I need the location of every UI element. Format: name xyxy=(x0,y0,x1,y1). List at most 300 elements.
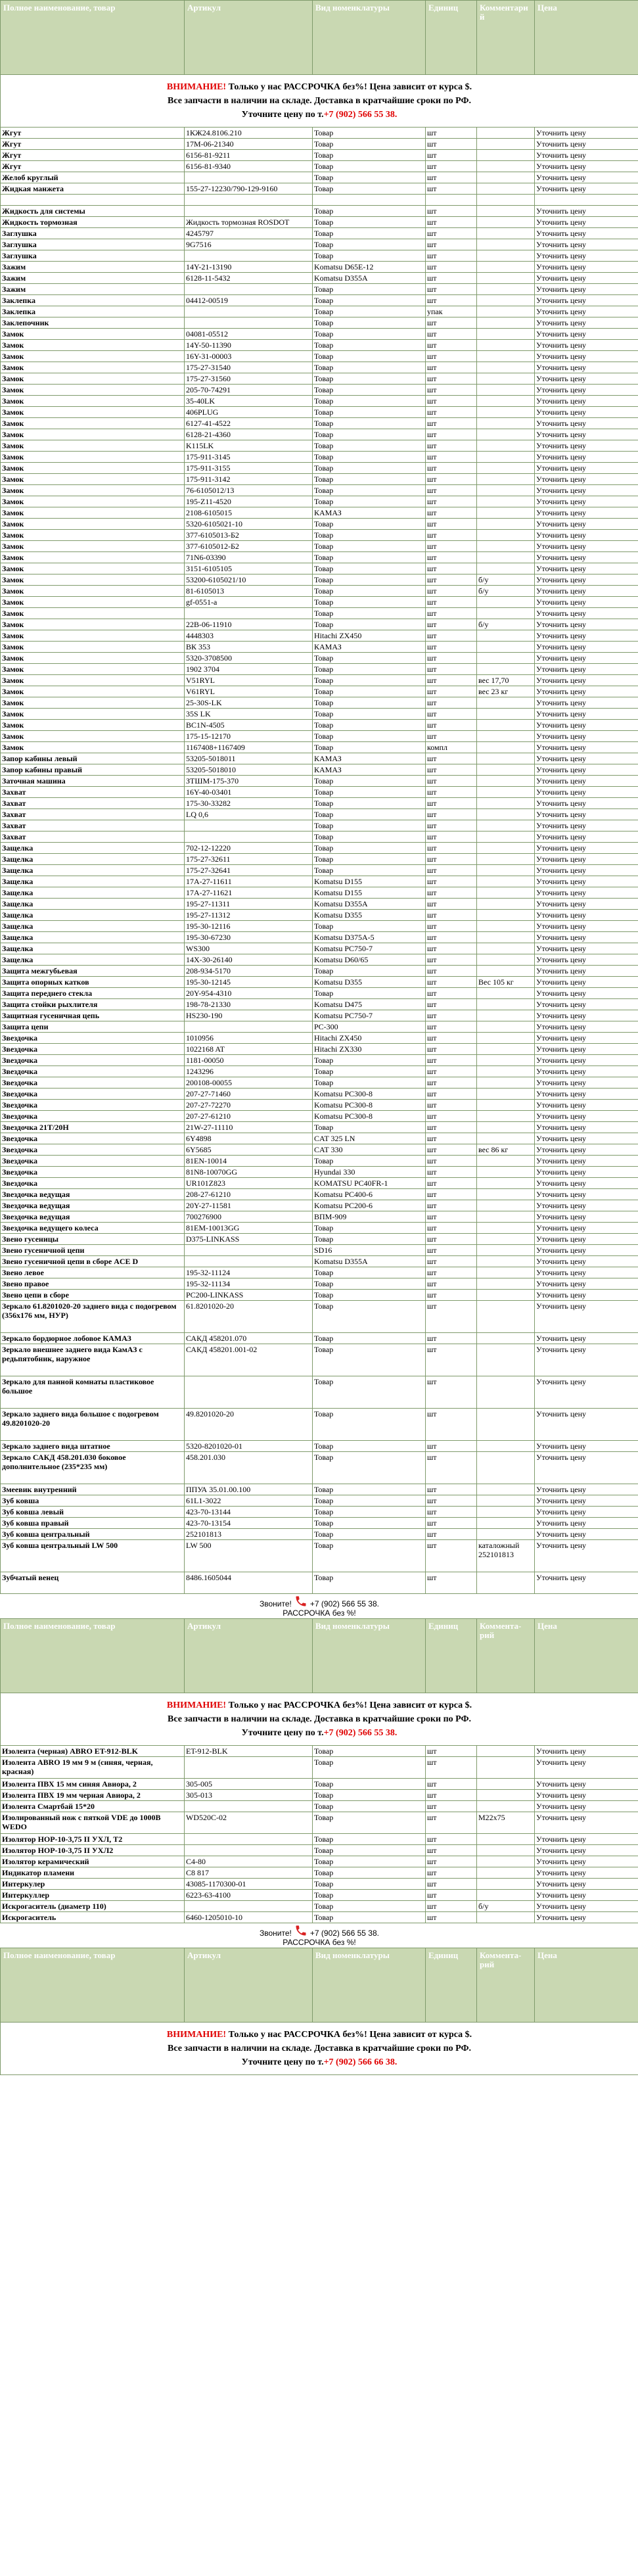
cell-unit: шт xyxy=(426,519,477,530)
cell-comment xyxy=(477,843,535,854)
cell-article: 1243296 xyxy=(185,1066,313,1077)
cell-unit: шт xyxy=(426,954,477,966)
cell-article: 377-6105013-Б2 xyxy=(185,530,313,541)
cell-comment xyxy=(477,1409,535,1441)
cell-price: Уточнить цену xyxy=(535,1572,638,1594)
cell-comment xyxy=(477,943,535,954)
cell-comment xyxy=(477,161,535,172)
cell-name: Заточная машина xyxy=(1,776,185,787)
cell-type: Товар xyxy=(313,831,426,843)
table-row xyxy=(1,1344,638,1376)
cell-comment xyxy=(477,1484,535,1495)
table-row xyxy=(1,1529,638,1540)
cell-name: Защита цепи xyxy=(1,1021,185,1033)
notice-banner xyxy=(1,1693,638,1746)
cell-price: Уточнить цену xyxy=(535,1156,638,1167)
cell-article: 6223-63-4100 xyxy=(185,1890,313,1901)
table-row xyxy=(1,150,638,161)
cell-price: Уточнить цену xyxy=(535,306,638,317)
cell-comment xyxy=(477,1879,535,1890)
cell-price: Уточнить цену xyxy=(535,809,638,820)
cell-price: Уточнить цену xyxy=(535,932,638,943)
table-row xyxy=(1,206,638,217)
cell-price: Уточнить цену xyxy=(535,865,638,876)
cell-type: Товар xyxy=(313,597,426,608)
cell-comment xyxy=(477,463,535,474)
notice-phone-link[interactable]: +7 (902) 566 55 38. xyxy=(323,110,398,120)
cell-type: CAT 330 xyxy=(313,1144,426,1156)
call-phone-link[interactable]: +7 (902) 566 55 38. xyxy=(309,1599,379,1608)
cell-type: Товар xyxy=(313,172,426,183)
cell-name: Заглушка xyxy=(1,228,185,239)
cell-article: gf-0551-a xyxy=(185,597,313,608)
cell-name: Звездочка xyxy=(1,1077,185,1089)
cell-type: Товар xyxy=(313,239,426,250)
cell-comment xyxy=(477,440,535,452)
cell-unit: шт xyxy=(426,1801,477,1812)
cell-name: Замок xyxy=(1,541,185,552)
cell-type: Komatsu PC300-8 xyxy=(313,1111,426,1122)
cell-price: Уточнить цену xyxy=(535,128,638,139)
cell-unit: шт xyxy=(426,921,477,932)
cell-name: Замок xyxy=(1,608,185,619)
cell-unit: шт xyxy=(426,552,477,563)
cell-type: Товар xyxy=(313,1301,426,1333)
table-row xyxy=(1,932,638,943)
cell-unit: шт xyxy=(426,295,477,306)
cell-type: KOMATSU PC40FR-1 xyxy=(313,1178,426,1189)
cell-article: 53200-6105021/10 xyxy=(185,574,313,586)
cell-price: Уточнить цену xyxy=(535,1044,638,1055)
cell-unit: шт xyxy=(426,1518,477,1529)
table-row xyxy=(1,362,638,373)
cell-comment xyxy=(477,139,535,150)
notice-line3: Уточните цену по т. xyxy=(241,110,324,120)
cell-name: Защита переднего стекла xyxy=(1,988,185,999)
cell-article xyxy=(185,306,313,317)
cell-article: 6Y4898 xyxy=(185,1133,313,1144)
table-row xyxy=(1,988,638,999)
cell-type: КАМАЗ xyxy=(313,753,426,764)
cell-type: Товар xyxy=(313,1495,426,1507)
cell-type: Komatsu D60/65 xyxy=(313,954,426,966)
cell-comment xyxy=(477,1256,535,1267)
cell-type: Товар xyxy=(313,1290,426,1301)
cell-name: Интеркуллер xyxy=(1,1890,185,1901)
cell-price: Уточнить цену xyxy=(535,1912,638,1923)
cell-price: Уточнить цену xyxy=(535,1301,638,1333)
cell-comment: б/у xyxy=(477,574,535,586)
cell-unit: шт xyxy=(426,887,477,899)
cell-price: Уточнить цену xyxy=(535,820,638,831)
cell-article: 49.8201020-20 xyxy=(185,1409,313,1441)
cell-type: Товар xyxy=(313,563,426,574)
cell-article xyxy=(185,284,313,295)
cell-type: Товар xyxy=(313,820,426,831)
cell-name: Замок xyxy=(1,329,185,340)
cell-article: 195-Z11-4520 xyxy=(185,496,313,507)
cell-name: Интеркулер xyxy=(1,1879,185,1890)
header-comment: Комментарий xyxy=(477,1,535,75)
call-label: Звоните! xyxy=(260,1929,292,1938)
table-row xyxy=(1,295,638,306)
cell-unit: шт xyxy=(426,1746,477,1757)
cell-name: Звездочка xyxy=(1,1156,185,1167)
cell-unit: шт xyxy=(426,530,477,541)
call-installment: РАССРОЧКА без %! xyxy=(283,1608,356,1618)
cell-unit: шт xyxy=(426,1452,477,1484)
cell-article xyxy=(185,206,313,217)
header-comment: Коммента-рий xyxy=(477,1619,535,1693)
cell-article: 458.201.030 xyxy=(185,1452,313,1484)
header-article: Артикул xyxy=(185,1,313,75)
cell-name: Замок xyxy=(1,507,185,519)
cell-name: Замок xyxy=(1,686,185,697)
cell-article: 195-32-11134 xyxy=(185,1278,313,1290)
cell-price: Уточнить цену xyxy=(535,1133,638,1144)
table-row xyxy=(1,128,638,139)
cell-price: Уточнить цену xyxy=(535,1376,638,1409)
cell-article: 205-70-74291 xyxy=(185,385,313,396)
cell-comment xyxy=(477,1495,535,1507)
cell-name: Звездочка xyxy=(1,1111,185,1122)
cell-name: Звено левое xyxy=(1,1267,185,1278)
cell-price: Уточнить цену xyxy=(535,329,638,340)
cell-article: 53205-5018010 xyxy=(185,764,313,776)
cell-name: Звено гусеничной цепи xyxy=(1,1245,185,1256)
cell-price: Уточнить цену xyxy=(535,954,638,966)
cell-article: 61L1-3022 xyxy=(185,1495,313,1507)
cell-article: 175-27-32611 xyxy=(185,854,313,865)
cell-article: 53205-5018011 xyxy=(185,753,313,764)
cell-article: 175-911-3155 xyxy=(185,463,313,474)
cell-comment xyxy=(477,396,535,407)
notice-banner xyxy=(1,2023,638,2075)
cell-price: Уточнить цену xyxy=(535,977,638,988)
header-price: Цена xyxy=(535,1,638,75)
cell-unit: шт xyxy=(426,1167,477,1178)
cell-name: Замок xyxy=(1,485,185,496)
cell-price: Уточнить цену xyxy=(535,1278,638,1290)
cell-name: Замок xyxy=(1,340,185,351)
cell-unit: шт xyxy=(426,396,477,407)
cell-type: Hitachi ZX330 xyxy=(313,1044,426,1055)
cell-price: Уточнить цену xyxy=(535,764,638,776)
cell-unit: шт xyxy=(426,1156,477,1167)
cell-article: 423-70-13154 xyxy=(185,1518,313,1529)
cell-type: Komatsu PC400-6 xyxy=(313,1189,426,1200)
cell-name: Зубчатый венец xyxy=(1,1572,185,1594)
table-row xyxy=(1,1912,638,1923)
cell-unit: шт xyxy=(426,597,477,608)
table-row xyxy=(1,1055,638,1066)
cell-comment xyxy=(477,954,535,966)
cell-price: Уточнить цену xyxy=(535,1507,638,1518)
cell-comment: каталожный 252101813 xyxy=(477,1540,535,1572)
cell-type: Komatsu PC200-6 xyxy=(313,1200,426,1211)
cell-unit: шт xyxy=(426,574,477,586)
cell-article: САКД 458201.001-02 xyxy=(185,1344,313,1376)
cell-price: Уточнить цену xyxy=(535,507,638,519)
cell-type: Товар xyxy=(313,608,426,619)
cell-article: 1010956 xyxy=(185,1033,313,1044)
cell-name: Звездочка ведущая xyxy=(1,1211,185,1223)
cell-unit: шт xyxy=(426,317,477,329)
cell-unit: шт xyxy=(426,653,477,664)
cell-name: Изолента ПВХ 19 мм черная Авиора, 2 xyxy=(1,1790,185,1801)
cell-price: Уточнить цену xyxy=(535,1066,638,1077)
cell-name: Замок xyxy=(1,552,185,563)
cell-name: Замок xyxy=(1,731,185,742)
cell-comment xyxy=(477,541,535,552)
cell-price: Уточнить цену xyxy=(535,1256,638,1267)
cell-price: Уточнить цену xyxy=(535,1144,638,1156)
cell-price: Уточнить цену xyxy=(535,1089,638,1100)
cell-article: 16Y-31-00003 xyxy=(185,351,313,362)
table-header-row xyxy=(1,1619,638,1693)
cell-article: 700276900 xyxy=(185,1211,313,1223)
cell-article xyxy=(185,1256,313,1267)
cell-name: Звездочка xyxy=(1,1133,185,1144)
cell-article: 35S LK xyxy=(185,709,313,720)
header-unit: Единиц xyxy=(426,1,477,75)
cell-price: Уточнить цену xyxy=(535,1845,638,1856)
cell-unit: шт xyxy=(426,1890,477,1901)
cell-article: 1167408+1167409 xyxy=(185,742,313,753)
cell-article: 195-30-12116 xyxy=(185,921,313,932)
cell-article: 6128-21-4360 xyxy=(185,429,313,440)
cell-name: Защелка xyxy=(1,954,185,966)
cell-article xyxy=(185,317,313,329)
cell-name: Зуб ковша левый xyxy=(1,1507,185,1518)
cell-article: 207-27-71460 xyxy=(185,1089,313,1100)
cell-name: Замок xyxy=(1,709,185,720)
cell-unit: шт xyxy=(426,206,477,217)
table-row xyxy=(1,1441,638,1452)
cell-comment xyxy=(477,1111,535,1122)
call-installment: РАССРОЧКА без %! xyxy=(283,1938,356,1947)
cell-unit: шт xyxy=(426,1290,477,1301)
cell-comment xyxy=(477,820,535,831)
cell-type: Komatsu D355A xyxy=(313,899,426,910)
cell-article: BC1N-4505 xyxy=(185,720,313,731)
table-row xyxy=(1,1278,638,1290)
cell-name: Звездочка ведущего колеса xyxy=(1,1223,185,1234)
table-row xyxy=(1,1290,638,1301)
table-row xyxy=(1,1812,638,1834)
cell-article: C8 817 xyxy=(185,1867,313,1879)
cell-name: Звездочка xyxy=(1,1066,185,1077)
cell-name: Жидкость тормозная xyxy=(1,217,185,228)
cell-type: Товар xyxy=(313,396,426,407)
cell-price: Уточнить цену xyxy=(535,1812,638,1834)
cell-article: 207-27-72270 xyxy=(185,1100,313,1111)
cell-article: 81N8-10070GG xyxy=(185,1167,313,1178)
cell-article: 17A-27-11621 xyxy=(185,887,313,899)
cell-comment xyxy=(477,1333,535,1344)
cell-type: Товар xyxy=(313,250,426,262)
table-row xyxy=(1,396,638,407)
cell-name: Запор кабины правый xyxy=(1,764,185,776)
cell-comment xyxy=(477,228,535,239)
cell-unit: шт xyxy=(426,820,477,831)
cell-comment xyxy=(477,1344,535,1376)
cell-price: Уточнить цену xyxy=(535,351,638,362)
table-row xyxy=(1,574,638,586)
header-unit: Единиц xyxy=(426,1619,477,1693)
cell-type: Komatsu D355 xyxy=(313,977,426,988)
cell-article: 43085-1170300-01 xyxy=(185,1879,313,1890)
cell-type: Товар xyxy=(313,574,426,586)
cell-type: Товар xyxy=(313,966,426,977)
cell-comment xyxy=(477,1245,535,1256)
cell-comment xyxy=(477,195,535,206)
cell-type: Товар xyxy=(313,1156,426,1167)
cell-name: Замок xyxy=(1,653,185,664)
table-row xyxy=(1,440,638,452)
cell-name: Звездочка ведущая xyxy=(1,1189,185,1200)
cell-price: Уточнить цену xyxy=(535,843,638,854)
cell-unit: шт xyxy=(426,798,477,809)
cell-type: Товар xyxy=(313,697,426,709)
cell-price: Уточнить цену xyxy=(535,921,638,932)
cell-price: Уточнить цену xyxy=(535,474,638,485)
cell-type: Товар xyxy=(313,1518,426,1529)
cell-price: Уточнить цену xyxy=(535,798,638,809)
cell-unit: шт xyxy=(426,876,477,887)
table-row xyxy=(1,753,638,764)
cell-article: UR101Z823 xyxy=(185,1178,313,1189)
table-row xyxy=(1,496,638,507)
cell-unit: шт xyxy=(426,619,477,630)
notice-phone-link[interactable]: +7 (902) 566 66 38. xyxy=(323,2057,398,2067)
table-row xyxy=(1,1845,638,1856)
cell-name: Искрогаситель (диаметр 110) xyxy=(1,1901,185,1912)
cell-price: Уточнить цену xyxy=(535,1245,638,1256)
cell-comment xyxy=(477,485,535,496)
cell-article: ЗТШМ-175-370 xyxy=(185,776,313,787)
table-row xyxy=(1,1484,638,1495)
cell-price: Уточнить цену xyxy=(535,429,638,440)
cell-unit: шт xyxy=(426,262,477,273)
warning-label: ВНИМАНИЕ! xyxy=(166,82,227,92)
cell-name: Зеркало САКД 458.201.030 боковое дополнительное (235*235 мм) xyxy=(1,1452,185,1484)
cell-unit: шт xyxy=(426,1077,477,1089)
cell-comment xyxy=(477,262,535,273)
cell-comment xyxy=(477,385,535,396)
notice-row xyxy=(1,75,638,128)
cell-comment xyxy=(477,284,535,295)
cell-name: Зеркало внешнее заднего вида КамАЗ с редьпятобник, наружное xyxy=(1,1344,185,1376)
cell-article: 81-6105013 xyxy=(185,586,313,597)
cell-unit: шт xyxy=(426,642,477,653)
cell-comment xyxy=(477,217,535,228)
cell-type: Товар xyxy=(313,1409,426,1441)
cell-article: 14Y-50-11390 xyxy=(185,340,313,351)
cell-name: Звездочка ведущая xyxy=(1,1200,185,1211)
cell-comment xyxy=(477,742,535,753)
cell-type: Товар xyxy=(313,1779,426,1790)
table-row xyxy=(1,854,638,865)
cell-type: Товар xyxy=(313,228,426,239)
table-row xyxy=(1,1495,638,1507)
cell-comment xyxy=(477,507,535,519)
table-row xyxy=(1,966,638,977)
cell-comment xyxy=(477,1507,535,1518)
cell-unit: шт xyxy=(426,161,477,172)
cell-name: Звездочка xyxy=(1,1044,185,1055)
table-row xyxy=(1,385,638,396)
cell-article xyxy=(185,1901,313,1912)
cell-unit: шт xyxy=(426,340,477,351)
table-row xyxy=(1,899,638,910)
cell-article: 14Y-21-13190 xyxy=(185,262,313,273)
cell-price: Уточнить цену xyxy=(535,496,638,507)
cell-comment xyxy=(477,764,535,776)
cell-price: Уточнить цену xyxy=(535,1122,638,1133)
cell-unit: шт xyxy=(426,1856,477,1867)
cell-price: Уточнить цену xyxy=(535,720,638,731)
cell-price: Уточнить цену xyxy=(535,1529,638,1540)
cell-price: Уточнить цену xyxy=(535,1234,638,1245)
cell-type: КАМАЗ xyxy=(313,642,426,653)
cell-article xyxy=(185,1757,313,1779)
cell-unit: шт xyxy=(426,1441,477,1452)
cell-type: Товар xyxy=(313,809,426,820)
cell-price: Уточнить цену xyxy=(535,1746,638,1757)
cell-comment xyxy=(477,1867,535,1879)
call-phone-link[interactable]: +7 (902) 566 55 38. xyxy=(309,1929,379,1938)
cell-comment xyxy=(477,1452,535,1484)
cell-unit: шт xyxy=(426,1879,477,1890)
cell-comment xyxy=(477,1757,535,1779)
cell-comment xyxy=(477,373,535,385)
cell-type: Товар xyxy=(313,463,426,474)
cell-comment xyxy=(477,1167,535,1178)
table-row xyxy=(1,720,638,731)
header-article: Артикул xyxy=(185,1948,313,2023)
cell-type: ВПМ-909 xyxy=(313,1211,426,1223)
cell-price: Уточнить цену xyxy=(535,183,638,195)
cell-price: Уточнить цену xyxy=(535,1801,638,1812)
table-row xyxy=(1,519,638,530)
cell-comment: M22x75 xyxy=(477,1812,535,1834)
cell-name: Изолента Смартбай 15*20 xyxy=(1,1801,185,1812)
table-row xyxy=(1,809,638,820)
cell-name: Изолятор НОР-10-3,75 II УХЛ, Т2 xyxy=(1,1834,185,1845)
cell-unit: шт xyxy=(426,977,477,988)
cell-type: КАМАЗ xyxy=(313,764,426,776)
notice-banner xyxy=(1,75,638,128)
cell-name: Замок xyxy=(1,586,185,597)
notice-phone-link[interactable]: +7 (902) 566 55 38. xyxy=(323,1728,398,1738)
cell-article: WD520C-02 xyxy=(185,1812,313,1834)
cell-name: Звено гусеницы xyxy=(1,1234,185,1245)
cell-unit: шт xyxy=(426,1189,477,1200)
cell-type xyxy=(313,195,426,206)
cell-type: Товар xyxy=(313,1790,426,1801)
cell-comment xyxy=(477,1211,535,1223)
cell-type: Hitachi ZX450 xyxy=(313,630,426,642)
table-row xyxy=(1,1089,638,1100)
cell-type: Komatsu PC750-7 xyxy=(313,1010,426,1021)
cell-unit: шт xyxy=(426,1256,477,1267)
cell-name: Замок xyxy=(1,720,185,731)
table-row xyxy=(1,1518,638,1529)
table-row xyxy=(1,373,638,385)
table-row xyxy=(1,329,638,340)
cell-price: Уточнить цену xyxy=(535,1484,638,1495)
